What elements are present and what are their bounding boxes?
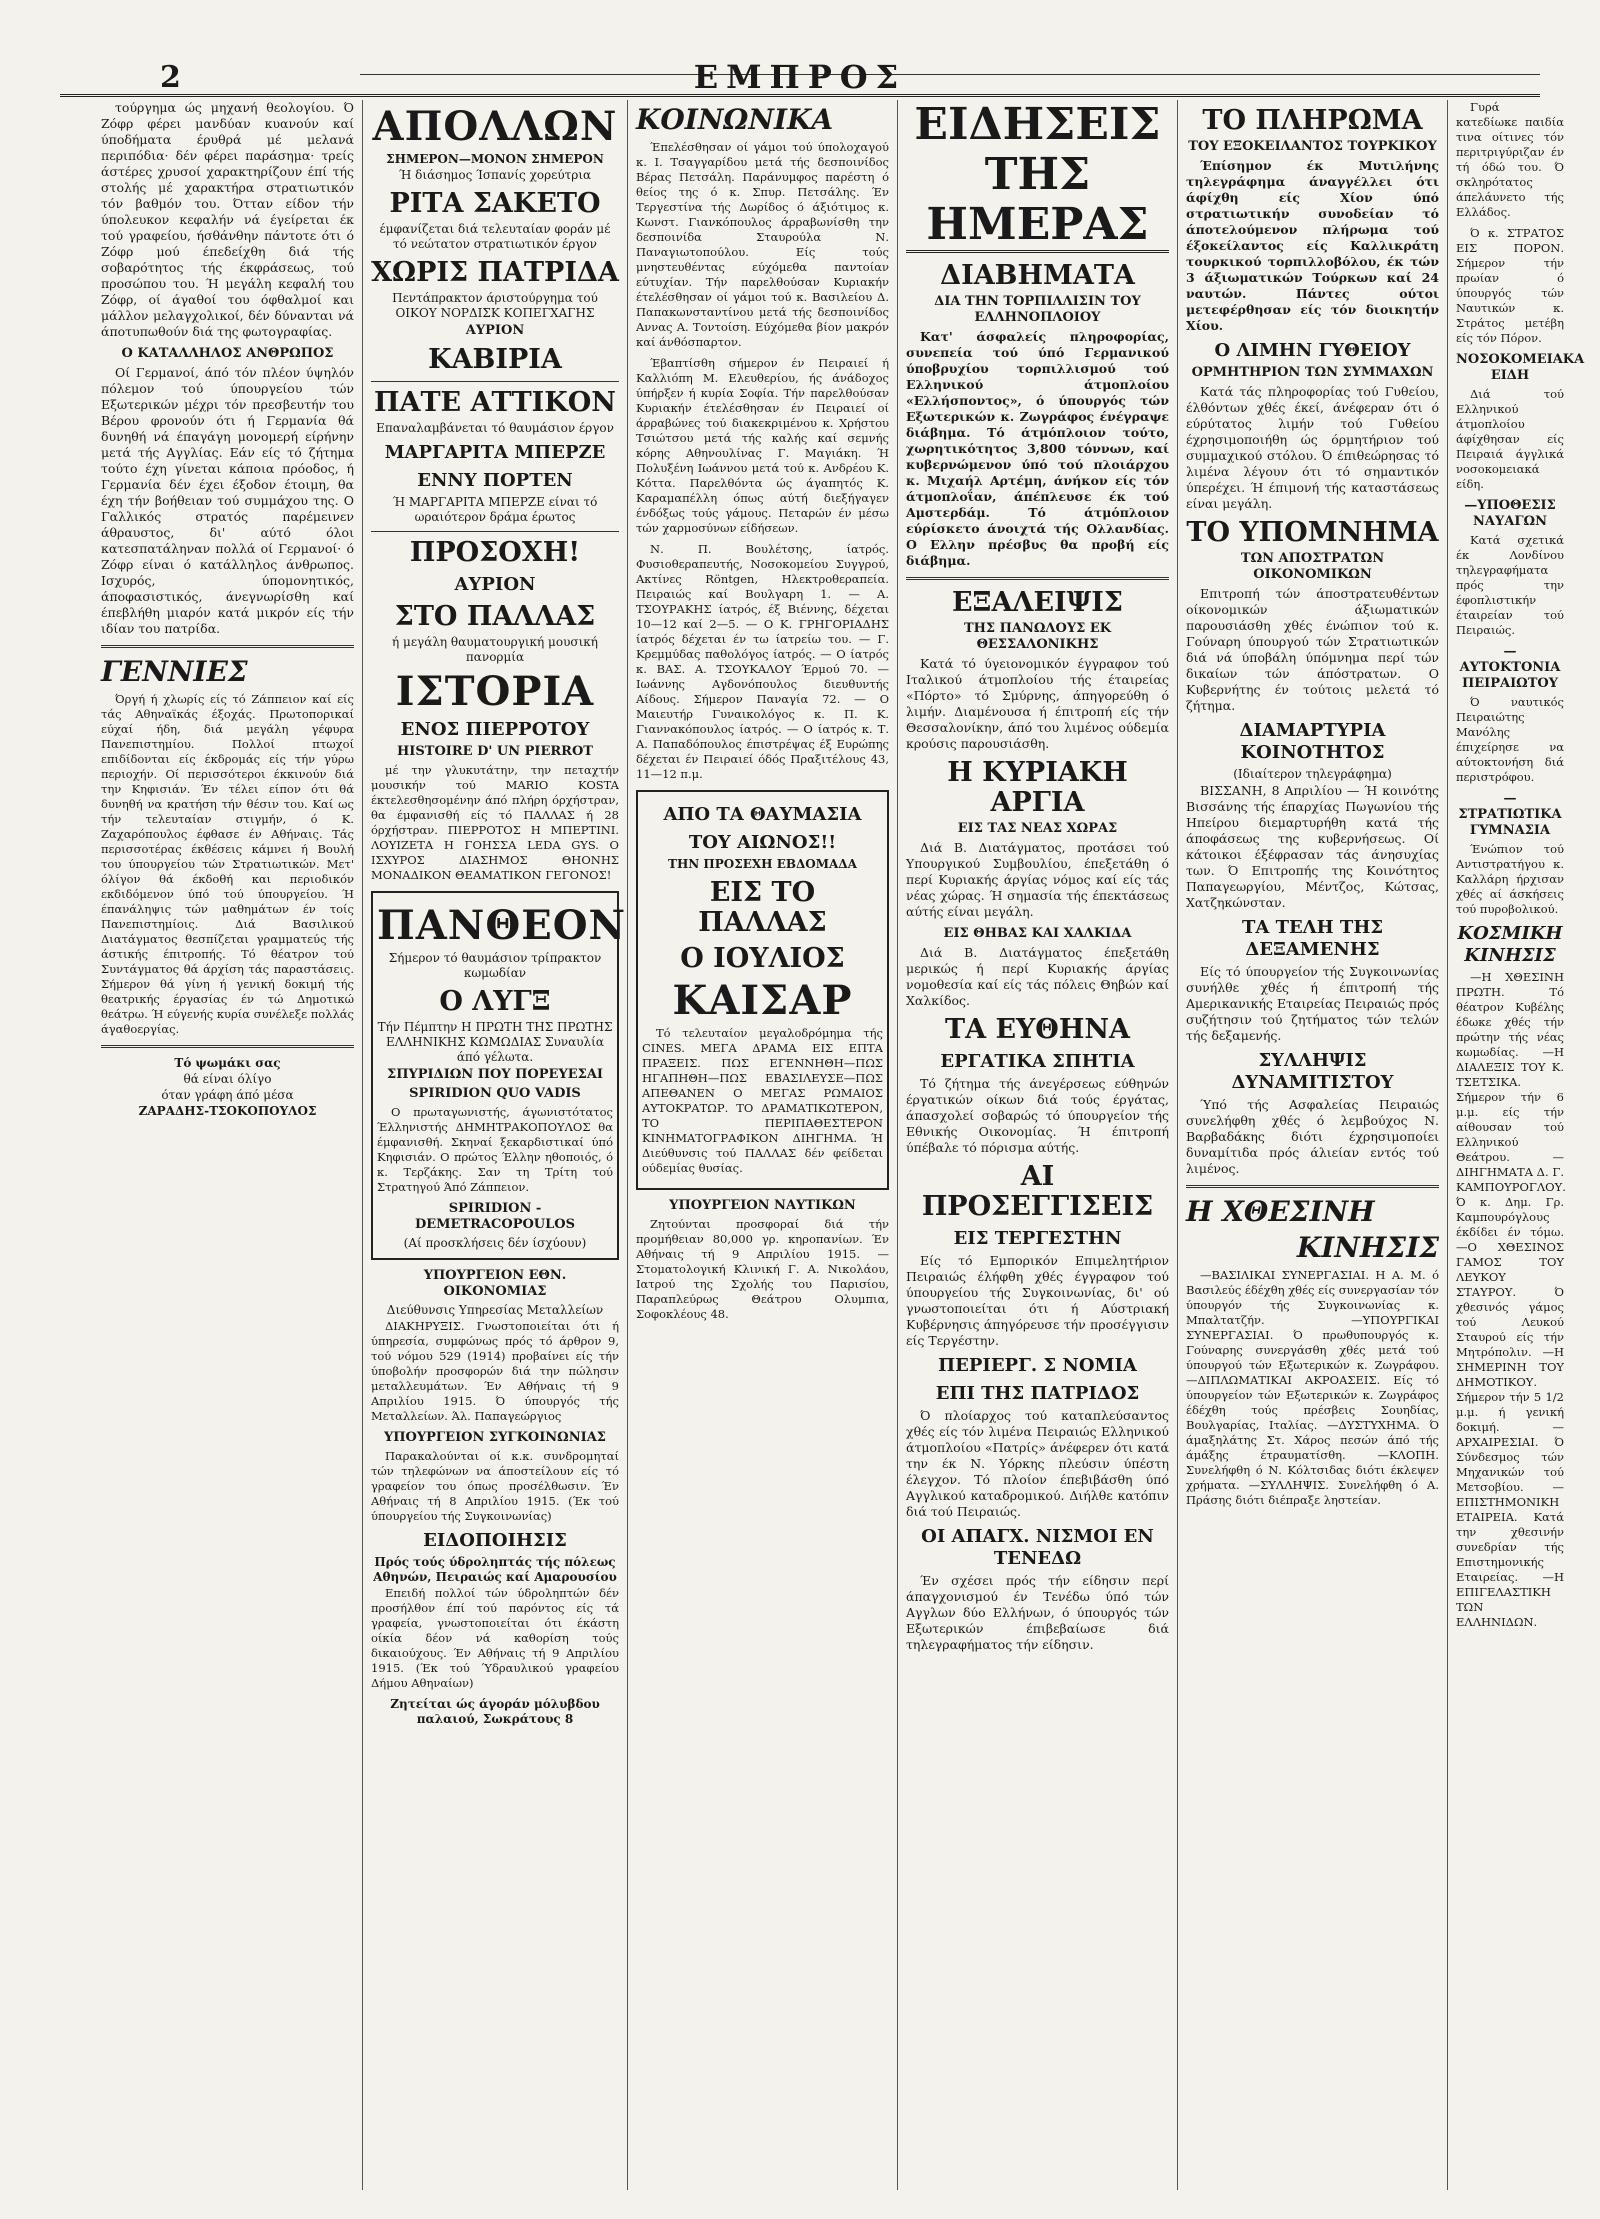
- ad-text: Επαναλαμβάνεται τό θαυμάσιον έργον: [376, 421, 614, 435]
- ad-name: Ο ΛΥΓΞ: [439, 986, 551, 1017]
- ad-title: ΠΑΝΘΕΟΝ: [377, 902, 627, 949]
- section-title: ΤΟ ΥΠΟΜΝΗΜΑ: [1186, 517, 1439, 548]
- footer-line: ΖΑΡΑΔΗΣ-ΤΣΟΚΟΠΟΥΛΟΣ: [138, 1104, 317, 1118]
- divider: [101, 645, 354, 648]
- article-body: Γυρά κατεδίωκε παιδία τινα οίτινες τόν περιτριγύριζαν έν τή όδώ του. Ό σκληρότατος άπελάυνετο τής Ελλάδος.: [1456, 100, 1564, 219]
- footer-line: όταν γράφη άπό μέσα: [161, 1088, 294, 1102]
- ad-name: SPIRIDION QUO VADIS: [409, 1086, 581, 1101]
- doctors-listing: Ν. Π. Βουλέτσης, ίατρός. Φυσιοθεραπευτής, Νοσοκομείου Συγγρού, Ακτίνες Röntgen, Ηλεκτροθεραπεία. Πειραιώς καί Βουλγαρη 1. — Α. ΤΣΟΥΡΑΚΗΣ ίατρός, έξ Βιέννης, δέχεται 10—12 καί 2—5. — Ο Κ. ΓΡΗΓΟΡΙΑΔΗΣ ίατρός δέχεται έν τω ίατρείω του. — Γ. Κρεμμύδας παθολόγος ίατρός. — Ο ίατρός κ. ΒΑΣ. Α. ΤΣΟΥΚΑΛΟΥ Έρμού 70. — Ιωάννης Αγδονόπουλος διευθυντής Αίδους. Σήμερον Παναγία 72. — Ο Μαιευτήρ Γυναικολόγος κ. Π. Κ. Γιαννακόπουλος ίατρός. — Ο ίατρός κ. Τ. Α. Παπαδόπουλος έπιστρέψας έξ Ευρώπης δέχεται έν Πειραιεί όδός Πραξιτέλους 43, 11—12 π.μ.: [636, 542, 889, 781]
- article-body: Κατ' άσφαλείς πληροφορίας, συνεπεία τού ύπό Γερμανικού ύποβρυχίου τορπιλλισμού τού Ελληνικού άτμοπλοίου «Ελλήσποντος», ό ύπουργός τών Εξωτερικών κ. Ζωγράφος ένέγραψε διάβημα. Τό άτμόπλοιον τούτο, χωρητικότητος 3,800 τόννων, καί κυβερνώμενον ύπό τού πλοιάρχου κ. Μιχαήλ Αρτέμη, άνήκον είς τόν άτμοπλοΐαν, άπέπλευσε έκ τού Αμστερδάμ. Τό άτμόπλοιον εύρίσκετο άνοιχτά τής Ολλανδίας. Ο Ελλην πρέσβυς θα προβή είς διάβημα.: [906, 329, 1169, 568]
- ad-text: έμφανίζεται διά τελευταίαν φοράν μέ τό νεώτατον στρατιωτικόν έργον: [379, 222, 611, 251]
- section-title: ΝΟΣΟΚΟΜΕΙΑΚΑ ΕΙΔΗ: [1456, 352, 1585, 383]
- column-2: [365, 100, 625, 2190]
- section-subtitle: ΤΟΥ ΕΞΟΚΕΙΛΑΝΤΟΣ ΤΟΥΡΚΙΚΟΥ: [1188, 139, 1437, 154]
- ad-name: ΣΠΥΡΙΔΙΩΝ ΠΟΥ ΠΟΡΕΥΕΣΑΙ: [387, 1067, 603, 1082]
- section-title: ΕΞΑΛΕΙΨΙΣ: [951, 587, 1124, 618]
- column-1: [95, 100, 360, 2190]
- section-title: Η ΚΥΡΙΑΚΗ ΑΡΓΙΑ: [947, 757, 1128, 818]
- article-body: ΒΙΣΣΑΝΗ, 8 Απριλίου — Ή κοινότης Βισσάνης τής έπαρχίας Πωγωνίου τής Ηπείρου διεμαρτυρήθη κατά τής άποφάσεως της κυβερνήσεως. Οί κάτοικοι έξέφρασαν τάς άνησυχίας των. Ό Επιτροπής της Κοινότητος Παπαγεωργίου, Μέντζος, Κώτσας, Χατζηκώνσταν.: [1186, 783, 1439, 910]
- article-body: Όργή ή χλωρίς είς τό Ζάππειον καί είς τάς Αθηναϊκάς έξοχάς. Πρωτοπορικαί εύχαί ήδη, διά μεγάλη γέφυρα Πανεπιστημίου. Πολλοί πτωχοί επιδίδονται είς έκδρομάς είς τήν γύρω περιοχήν. Οί περισσότεροι έκκινούν διά την Κηφισιάν. Έν τέλει είπον ότι θά δυνηθή να κρατήση τήν θέσιν του. Καί ως τήν τελευταίαν στιγμήν, ό Κ. Ζαχαρόπουλος έφθασε έν Αθήναις. Τάς περισσοτέρας έκθέσεις κάμνει ή Βουλή του ύπουργείου τών Στρατιωτικών. Μετ' όλίγον θά έκδοθή και περιοδικόν εκδιδόμενον ύπό τού ύπουργείου. Ή έπανάληψις τών μαθημάτων έν τοίς Πανεπιστημίοις. Διά Βασιλικού Διατάγματος θεσπίζεται γραμματεύς τής άστικής έπιτροπής. Τό θέατρον τού Συντάγματος θά άρχίση τάς παραστάσεις. Σήμερον θά γίνη ή γενική δοκιμή τής θεατρικής έργασίας έν τώ Δημοτικώ θεάτρω. Ή εύγενής κυρία συνέλεξε πολλάς άγαθοεργίας.: [101, 692, 354, 1036]
- article-intro: τούργημα ώς μηχανή θεολογίου. Ό Ζόφρ φέρει μανδύαν κυανούν καί ύποδήματα έρυθρά μέ μελανά περιπόδια· δέν φέρει παράσημα· τρείς άστέρες χρυσοί χαρακτηρίζουν έπί τής στολής μέ χαρακτήρα στρατιωτικόν τόν βαθμόν του. Ότταν είδον τήν ύπολευκον κεφαλήν νά έγείρεται έκ τού γραφείου, ήσθάνθην πάντοτε ότι ό Ζόφρ μού έπεδείχθη διά τής σοβαρότητος τής έκφράσεως, τού προσώπου του. Ή μεγάλη κεφαλή του Ζόφρ, οί άγαθοί του όφθαλμοί και μάλλον μελαγχολικοί, δέν δύνανται νά άποτυπωθούν διά της φωτογραφίας.: [101, 100, 354, 339]
- ad-title: ΕΙΣ ΤΟ ΠΑΛΛΑΣ: [698, 877, 827, 938]
- article-body: Διά Β. Διατάγματος, προτάσει τού Υπουργικού Συμβουλίου, έπεξετάθη ό περί Κυριακής άργίας νόμος καί είς τάς νέας χώρας. Ή σημασία τής έπεκτάσεως αύτής είναι μεγάλη.: [906, 840, 1169, 919]
- ad-title: ΧΩΡΙΣ ΠΑΤΡΙΔΑ: [371, 257, 619, 288]
- divider: [371, 381, 619, 382]
- column-6: [1450, 100, 1585, 2190]
- divider: [101, 1045, 354, 1048]
- notice-title: ΥΠΟΥΡΓΕΙΟΝ ΝΑΥΤΙΚΩΝ: [669, 1198, 856, 1213]
- notice-body: ΔΙΑΚΗΡΥΞΙΣ. Γνωστοποιείται ότι ή ύπηρεσία, συμφώνως πρός τό άρθρον 9, τού νόμου 529 (1914) προβαίνει είς τήν ύποβολήν προσφορών διά την πώλησιν μεταλλευμάτων. Έν Αθήναις τή 9 Απριλίου 1915. Ό ύπουργός τής Μεταλλείων. Άλ. Παπαγεώργιος: [371, 1319, 619, 1423]
- ad-title: ΚΑΙΣΑΡ: [672, 977, 853, 1024]
- ad-subtitle: ΕΝΟΣ ΠΙΕΡΡΟΤΟΥ: [400, 719, 590, 740]
- section-title: ΤΑ ΤΕΛΗ ΤΗΣ ΔΕΞΑΜΕΝΗΣ: [1241, 917, 1384, 960]
- section-title: ΑΙ ΠΡΟΣΕΓΓΙΣΕΙΣ: [921, 1161, 1154, 1222]
- ad-title: ΠΑΤΕ ΑΤΤΙΚΟΝ: [374, 387, 616, 418]
- footer-line: Τό ψωμάκι σας: [174, 1056, 281, 1070]
- ad-name: ΡΙΤΑ ΣΑΚΕΤΟ: [389, 188, 601, 219]
- notice-title: ΕΙΔΟΠΟΙΗΣΙΣ: [423, 1530, 567, 1551]
- section-subtitle: ΟΡΜΗΤΗΡΙΟΝ ΤΩΝ ΣΥΜΜΑΧΩΝ: [1191, 365, 1434, 380]
- section-subtitle: ΤΗΣ ΠΑΝΩΛΟΥΣ ΕΚ ΘΕΣΣΑΛΟΝΙΚΗΣ: [963, 621, 1112, 652]
- notice-body: Επειδή πολλοί τών ύδροληπτών δέν προσήλθον έπί τού παρόντος είς τά γραφεία, γνωστοποιείται ότι έκάστη οίκία δέον νά καθορίση τούς δικαιούχους. Έν Αθήναις τή 9 Απριλίου 1915. (Έκ τού Ύδραυλικού γραφείου Δήμου Αθηναίων): [371, 1586, 619, 1690]
- article-body: —Η ΧΘΕΣΙΝΗ ΠΡΩΤΗ. Τό θέατρον Κυβέλης έδωκε χθές τήν πρώτην τής νέας κωμωδίας. —Η ΔΙΑΛΕΞΙΣ ΤΟΥ Κ. ΤΣΕΤΣΙΚΑ. Σήμερον τήν 6 μ.μ. είς τήν αίθουσαν τού Ελληνικού Θεάτρου. —ΔΙΗΓΗΜΑΤΑ Δ. Γ. ΚΑΜΠΟΥΡΟΓΛΟΥ. Ό κ. Δημ. Γρ. Καμπουρόγλους έκδίδει έν τόμω. —Ο ΧΘΕΣΙΝΟΣ ΓΑΜΟΣ ΤΟΥ ΛΕΥΚΟΥ ΣΤΑΥΡΟΥ. Ό χθεσινός γάμος τού Λευκού Σταυρού είς τήν Μητρόπολιν. —Η ΣΗΜΕΡΙΝΗ ΤΟΥ ΔΗΜΟΤΙΚΟΥ. Σήμερον τήν 5 1/2 μ.μ. ή γενική δοκιμή. —ΑΡΧΑΙΡΕΣΙΑΙ. Ό Σύνδεσμος τών Μηχανικών τού Μετσοβίου. —ΕΠΙΣΤΗΜΟΝΙΚΗ ΕΤΑΙΡΕΙΑ. Κατά την χθεσινήν συνεδρίαν τής Επιστημονικής Εταιρείας. —Η ΕΠΙΓΕΛΑΣΤΙΚΗ ΤΩΝ ΕΛΛΗΝΙΔΩΝ.: [1456, 970, 1566, 1629]
- ad-subtitle: HISTOIRE D' UN PIERROT: [397, 744, 593, 759]
- section-title: ΚΟΙΝΩΝΙΚΑ: [636, 103, 834, 136]
- article-body: Κατά τό ύγειονομικόν έγγραφον τού Ιταλικού άτμοπλοίου τής έταιρείας «Πόρτο» τό Σμύρνης, άπηγορεύθη ό λιμήν. Διαμένουσα ή έπιτροπή είς τήν Θεσσαλονίκην, άπό του λιμένος ούδεμία κρούσις παρουσιάσθη.: [906, 656, 1169, 751]
- article-body: Κατά σχετικά έκ Λονδίνου τηλεγραφήματα πρός την έφοπλιστικήν έταιρείαν τού Πειραιώς.: [1456, 533, 1564, 637]
- section-title: ΕΙΣ ΘΗΒΑΣ ΚΑΙ ΧΑΛΚΙΔΑ: [943, 926, 1132, 941]
- article-body: Κατά τάς πληροφορίας τού Γυθείου, έλθόντων χθές έκεί, άνέφεραν ότι ό εύρύτατος λιμήν τού Γυθείου έχρησιμοποιήθη ώς όρμητήριον τού συμμαχικού στόλου. Ό έπιθεώρησας τό λιμένα λέγουν ότι τό σημαντικόν ύπερέχει. Ή έπιμονή τής καταστάσεως είναι μεγάλη.: [1186, 384, 1439, 511]
- ad-title: ΣΤΟ ΠΑΛΛΑΣ: [394, 601, 596, 632]
- article-body: —ΒΑΣΙΛΙΚΑΙ ΣΥΝΕΡΓΑΣΙΑΙ. Η Α. Μ. ό Βασιλεύς έδέχθη χθές είς συνεργασίαν τόν ύπουργόν τής Συγκοινωνίας κ. Μπαλτατζήν. —ΥΠΟΥΡΓΙΚΑΙ ΣΥΝΕΡΓΑΣΙΑΙ. Ό πρωθυπουργός κ. Γούναρης συνεργάσθη χθές μετά τού ύπουργού τών Εξωτερικών κ. Ζωγράφου. —ΔΙΠΛΩΜΑΤΙΚΑΙ ΑΚΡΟΑΣΕΙΣ. Είς τό ύπουργείον τών Εξωτερικών κ. Ζωγράφος έδέχθη τούς πρέσβεις Σουηδίας, Βουλγαρίας, Ιταλίας. —ΔΥΣΤΥΧΗΜΑ. Ό άμαξηλάτης Στ. Χάρος πεσών άπό τής άμάξης έτραυματίσθη. —ΚΛΟΠΗ. Συνελήφθη ό Ν. Κόλτσιδας διότι έκλεψεν χρήματα. —ΣΥΛΛΗΨΙΣ. Συνελήφθη ό Α. Πράσης διότι διέπραξε ληστείαν.: [1186, 1268, 1439, 1507]
- ad-subtitle: ΣΗΜΕΡΟΝ—ΜΟΝΟΝ ΣΗΜΕΡΟΝ: [386, 152, 604, 166]
- notice-body: Παρακαλούνται οί κ.κ. συνδρομηταί τών τηλεφώνων να άποστείλουν είς τό γραφείον του όπως προσέλθωσιν. Έν Αθήναις τή 8 Απριλίου 1915. (Έκ τού ύπουργείου τής Συγκοινωνίας): [371, 1449, 619, 1523]
- article-body: Επιτροπή τών άποστρατευθέντων οίκονομικών άξιωματικών παρουσιάσθη χθές ένώπιον τού κ. Γούναρη ύπουργού τών Στρατιωτικών διά νά ύποβάλη ύπόμνημα περί τών δικαίων τών άπόστρατων. Ο Κυβερνήτης έν τούτοις μελετά τό ζήτημα.: [1186, 586, 1439, 713]
- article-body: Έπελέσθησαν οί γάμοι τού ύπολοχαγού κ. Ι. Τσαγγαρίδου μετά τής δεσποινίδος Βέρας Πετσάλη. Παράνυμφος παρέστη ό θείος της ό κ. Σπυρ. Πετσάλης. Έν Τεργεστίνα τής Δωρίδος ό άξιότιμος κ. Κωνστ. Γιανκόπουλος άρραβωνίσθη την δεσποινίδα Σταυρούλα Ν. Παναγιωτοπούλου. Είς τούς μνηστευθέντας εύχόμεθα παντοίαν εύτυχίαν. Τήν παρελθούσαν Κυριακήν έτελέσθησαν οί γάμοι τού κ. Βασιλείου Δ. Παπακωνσταντίνου μετά τής δεσποινίδος Αννας Α. Τοντοίση. Εύχόμεθα βίον μακρόν καί άνθόσπαρτον.: [636, 140, 889, 349]
- page-number: 2: [160, 60, 181, 95]
- section-title: ΠΕΡΙΕΡΓ. Σ ΝΟΜΙΑ: [938, 1355, 1137, 1376]
- column-divider: [897, 100, 898, 2190]
- article-body: Είς τό ύπουργείον τής Συγκοινωνίας συνήλθε χθές ή έπιτροπή τής Αμερικανικής Εταιρείας Πειραιώς πρός συζήτησιν τού ζητήματος τών τελών τής δεξαμενής.: [1186, 964, 1439, 1043]
- ad-title: ΑΠΟ ΤΑ ΘΑΥΜΑΣΙΑ: [663, 804, 862, 825]
- ad-text: Τό τελευταίον μεγαλοδρόμημα τής CINES. ΜΕΓΑ ΔΡΑΜΑ ΕΙΣ ΕΠΤΑ ΠΡΑΞΕΙΣ. ΠΩΣ ΕΓΕΝΝΗΘΗ—ΠΩΣ ΗΓΑΠΗΘΗ—ΠΩΣ ΕΒΑΣΙΛΕΥΣΕ—ΠΩΣ ΑΠΕΘΑΝΕΝ Ο ΜΕΓΑΣ ΡΩΜΑΙΟΣ ΑΥΤΟΚΡΑΤΩΡ. ΤΟ ΔΡΑΜΑΤΙΚΩΤΕΡΟΝ, ΤΟ ΠΕΡΙΠΑΘΕΣΤΕΡΟΝ ΚΙΝΗΜΑΤΟΓΡΑΦΙΚΟΝ ΔΙΗΓΗΜΑ. Ή Διεύθυνσις τού ΠΑΛΛΑΣ δέν φείδεται ούδεμίας θυσίας.: [642, 1026, 883, 1175]
- article-body: Έπίσημον έκ Μυτιλήνης τηλεγράφημα άναγγέλλει ότι άφίχθη είς Χίον ύπό στρατιωτικήν συνοδείαν τό άποτελούμενον πλήρωμα τού έξοκείλαντος είς Καλλικράτη τουρκικού τορπιλλοβόλου, έκ τών 3 άξιωματικών Τούρκων καί 24 ναυτών. Πάντες ούτοι μετεφέρθησαν είς τόν διοικητήν Χίου.: [1186, 158, 1439, 333]
- notice-body: Ζητούνται προσφοραί διά τήν προμήθειαν 80,000 γρ. κηροπανίων. Έν Αθήναις τή 9 Απριλίου 1915. — Στοματολογική Κλινική Γ. Α. Νικολάου, Ιατρού της Σχολής του Παρισίου, Παραπλεύρως Θεάτρου Ολυμπια, Σοφοκλέους 48.: [636, 1217, 889, 1321]
- article-body: Ύπό τής Ασφαλείας Πειραιώς συνελήφθη χθές ό λεμβούχος Ν. Βαρβαδάκης διότι έχρησιμοποίει δυναμίτιδα πρός άλιείαν εντός τού λιμένος.: [1186, 1097, 1439, 1176]
- section-title: ΟΙ ΑΠΑΓΧ. ΝΙΣΜΟΙ ΕΝ ΤΕΝΕΔΩ: [921, 1526, 1154, 1569]
- ad-subtitle: ΑΥΡΙΟΝ: [465, 323, 525, 338]
- column-divider: [1177, 100, 1178, 2190]
- ad-subtitle: Ή διάσημος Ίσπανίς χορεύτρια: [398, 168, 592, 182]
- article-body: Έβαπτίσθη σήμερον έν Πειραιεί ή Καλλιόπη Μ. Ελευθερίου, ής άνάδοχος ύπήρξεν ή κυρία Σοφία. Τήν παρελθούσαν Κυριακήν έτελέσθησαν έν Πειραιεί οί άρραβώνες τού διακεκριμένου κ. Χρήστου Τσιώτσου μετά τής καλής καί σεμνής κόρης Αθηνουλίνας Γ. Μαγιάκη. Ή Πολυξένη Ιωάννου μετά τού κ. Ανδρέου Κ. Κόττα. Παρελθόντα ώς άγαπητός Κ. Καραμαπέλλη όπως αύτή διεξήγαγεν ένδόξως τούς γάμους. Πεταρών έν μέσω τών χαρμοσύνων είδήσεων.: [636, 356, 889, 535]
- ad-text: Ο πρωταγωνιστής, άγωνιστότατος Έλληνιστής ΔΗΜΗΤΡΑΚΟΠΟΥΛΟΣ θα έμφανισθή. Σκηναί ξεκαρδιστικαί ύπό Κηφισιάν. Ο πρώτος Έλλην ηθοποιός, ό κ. Τερζάκης. Σαν τη Τρίτη τού Στρατηγού Άπό Ζάππειον.: [377, 1105, 613, 1194]
- article-body: Τό ζήτημα τής άνεγέρσεως εύθηνών έργατικών οίκων διά τούς έργάτας, άπασχολεί σοβαρώς τό ύπουργείον τής Εθνικής Οικονομίας. Ή έπιτροπή ύπέβαλε τό πόρισμα αύτής.: [906, 1076, 1169, 1155]
- column-5: [1180, 100, 1445, 2190]
- column-3: [630, 100, 895, 2190]
- news-headline: ΕΙΔΗΣΕΙΣ ΤΗΣ ΗΜΕΡΑΣ: [906, 100, 1169, 253]
- column-divider: [627, 100, 628, 2190]
- column-divider: [1447, 100, 1448, 2190]
- section-subtitle: ΕΙΣ ΤΕΡΓΕΣΤΗΝ: [953, 1228, 1122, 1249]
- section-title: —ΥΠΟΘΕΣΙΣ ΝΑΥΑΓΩΝ: [1464, 498, 1556, 529]
- divider: [371, 531, 619, 532]
- ad-text: μέ την γλυκυτάτην, την πεταχτήν μουσικήν τού MARIO KOSTA έκτελεσθησομένην άπό πλήρη όρχήστραν, θα έμφανισθή είς τό ΠΑΛΛΑΣ ή 28 όρχήστραν. ΠΙΕΡΡΟΤΟΣ Η ΜΠΕΡΤΙΝΙ. ΛΟΥΙΖΕΤΑ Η ΓΟΗΣΣΑ LEDA GYS. Ο ΙΣΧΥΡΟΣ ΔΙΑΣΗΜΟΣ ΘΗΟΝΗΣ ΜΟΝΑΔΙΚΟΝ ΘΕΑΜΑΤΙΚΟΝ ΓΕΓΟΝΟΣ!: [371, 763, 619, 882]
- section-title: ΔΙΑΜΑΡΤΥΡΙΑ ΚΟΙΝΟΤΗΤΟΣ: [1239, 720, 1386, 763]
- notice-title: ΥΠΟΥΡΓΕΙΟΝ ΣΥΓΚΟΙΝΩΝΙΑΣ: [384, 1430, 606, 1445]
- ad-text: Τήν Πέμπτην Η ΠΡΩΤΗ ΤΗΣ ΠΡΩΤΗΣ ΕΛΛΗΝΙΚΗΣ ΚΩΜΩΔΙΑΣ Συναυλία άπό γέλωτα.: [377, 1020, 613, 1064]
- section-title: ΤΟ ΠΛΗΡΩΜΑ: [1202, 105, 1423, 136]
- section-title: ΤΑ ΕΥΘΗΝΑ: [945, 1014, 1130, 1045]
- divider: [1186, 1185, 1439, 1188]
- section-title: Ο ΚΑΤΑΛΛΗΛΟΣ ΑΝΘΡΩΠΟΣ: [121, 346, 334, 361]
- section-subtitle: ΕΠΙ ΤΗΣ ΠΑΤΡΙΔΟΣ: [935, 1383, 1140, 1404]
- section-title: ΚΙΝΗΣΙΣ: [1296, 1231, 1439, 1264]
- ad-text: Σήμερον τό θαυμάσιον τρίπρακτον κωμωδίαν: [388, 951, 602, 980]
- article-body: Ό κ. ΣΤΡΑΤΟΣ ΕΙΣ ΠΟΡΟΝ. Σήμερον τήν πρωίαν ό ύπουργός τών Ναυτικών κ. Στράτος μετέβη είς τόν Πόρον.: [1456, 226, 1564, 345]
- article-body: Έν σχέσει πρός τήν είδησιν περί άπαγχονισμού έν Τενέδω ύπό τών Αγγλων δύο Ελλήνων, ό ύπουργός τών Εξωτερικών έπιβεβαίωσε διά τηλεγραφήματος τήν είδησιν.: [906, 1573, 1169, 1652]
- masthead-title: ΕΜΠΡΟΣ: [693, 58, 907, 96]
- kaisar-ad: [636, 790, 889, 1190]
- section-subtitle: (Ιδιαίτερον τηλεγράφημα): [1233, 767, 1392, 781]
- ad-text: Πεντάπρακτον άριστούργημα τού ΟΙΚΟΥ ΝΟΡΔΙΣΚ ΚΟΠΕΓΧΑΓΗΣ: [392, 291, 598, 320]
- ad-title: Ο ΙΟΥΛΙΟΣ: [680, 943, 845, 974]
- section-title: ΚΟΣΜΙΚΗ ΚΙΝΗΣΙΣ: [1457, 923, 1563, 966]
- section-title: ΓΕΝΝΙΕΣ: [101, 655, 248, 688]
- article-body: Είς τό Εμπορικόν Επιμελητήριον Πειραιώς έλήφθη χθές έγγραφον τού ύπουργείου τής Συγκοινωνίας, δι' ού γνωστοποιείται ότι ή Αύστριακή Κυβέρνησις άπηγόρευσε τήν προσέγγισιν είς Τεργέστην.: [906, 1253, 1169, 1348]
- divider: [906, 577, 1169, 580]
- ad-name: SPIRIDION - DEMETRACOPOULOS: [414, 1201, 575, 1232]
- notice-subtitle: Πρός τούς ύδροληπτάς τής πόλεως Αθηνών, Πειραιώς καί Αμαρουσίου: [373, 1555, 617, 1584]
- page-header: [60, 60, 1540, 97]
- section-title: Η ΧΘΕΣΙΝΗ: [1186, 1195, 1375, 1228]
- ad-text: Ή ΜΑΡΓΑΡΙΤΑ ΜΠΕΡΖΕ είναι τό ωραιότερον δράμα έρωτος: [392, 495, 598, 524]
- column-divider: [362, 100, 363, 2190]
- ad-title: ΤΟΥ ΑΙΩΝΟΣ!!: [688, 832, 837, 853]
- pantheon-ad: [371, 891, 627, 1260]
- ad-title: ΑΠΟΛΛΩΝ: [372, 103, 618, 150]
- footer-line: θά είναι όλίγο: [183, 1072, 272, 1086]
- section-title: —ΣΤΡΑΤΙΩΤΙΚΑ ΓΥΜΝΑΣΙΑ: [1458, 791, 1562, 838]
- section-subtitle: ΕΙΣ ΤΑΣ ΝΕΑΣ ΧΩΡΑΣ: [957, 821, 1118, 836]
- article-body: Ό ναυτικός Πειραιώτης Μανόλης έπιχείρησε να αύτοκτονήση διά περιστρόφου.: [1456, 695, 1564, 784]
- notice-title: ΥΠΟΥΡΓΕΙΟΝ ΕΘΝ. ΟΙΚΟΝΟΜΙΑΣ: [423, 1268, 567, 1299]
- ad-subtitle: ΤΗΝ ΠΡΟΣΕΧΗ ΕΒΔΟΜΑΔΑ: [668, 857, 857, 871]
- ad-title: ΙΣΤΟΡΙΑ: [395, 668, 595, 715]
- article-body: Διά τού Ελληνικού άτμοπλοίου άφίχθησαν είς Πειραιά άγγλικά νοσοκομειακά είδη.: [1456, 387, 1564, 491]
- section-title: Ο ΛΙΜΗΝ ΓΥΘΕΙΟΥ: [1214, 340, 1411, 361]
- ad-subtitle: ΑΥΡΙΟΝ: [454, 574, 536, 595]
- section-title: —ΑΥΤΟΚΤΟΝΙΑ ΠΕΙΡΑΙΩΤΟΥ: [1459, 644, 1561, 691]
- column-4: [900, 100, 1175, 2190]
- section-subtitle: ΔΙΑ ΤΗΝ ΤΟΡΠΙΛΛΙΣΙΝ ΤΟΥ ΕΛΛΗΝΟΠΛΟΙΟΥ: [934, 294, 1141, 325]
- section-subtitle: ΕΡΓΑΤΙΚΑ ΣΠΗΤΙΑ: [940, 1051, 1135, 1072]
- article-body: Διά Β. Διατάγματος έπεξετάθη μερικώς ή περί Κυριακής άργίας νομοθεσία καί είς τάς πόλεις Θηβών καί Χαλκίδος.: [906, 945, 1169, 1008]
- ad-name: ΕΝΝΥ ΠΟΡΤΕΝ: [417, 470, 573, 491]
- notice-subtitle: Διεύθυνσις Υπηρεσίας Μεταλλείων: [386, 1303, 604, 1317]
- notice-footer: Ζητείται ώς άγοράν μόλυβδου παλαιού, Σωκράτους 8: [390, 1697, 600, 1726]
- section-title: ΔΙΑΒΗΜΑΤΑ: [940, 260, 1135, 291]
- section-title: ΣΥΛΛΗΨΙΣ ΔΥΝΑΜΙΤΙΣΤΟΥ: [1231, 1050, 1394, 1093]
- article-body: Ό πλοίαρχος τού καταπλεύσαντος χθές είς τόν λιμένα Πειραιώς Ελληνικού άτμοπλοίου «Πατρίς» άνέφερεν ότι κατά την έκ Ν. Υόρκης πλεύσιν ύπέστη έλεγχον. Τό πλοίον έπεβιβάσθη ύπό Αγγλικού καταδρομικού. Διήλθε κατόπιν διά τού Πειραιώς.: [906, 1408, 1169, 1519]
- ad-note: (Αί προσκλήσεις δέν ίσχύουν): [403, 1236, 587, 1250]
- ad-name: ΜΑΡΓΑΡΙΤΑ ΜΠΕΡΖΕ: [384, 442, 606, 463]
- article-body: Οί Γερμανοί, άπό τόν πλέον ύψηλόν πόλεμον τού ύπουργείου τών Εξωτερικών μέχρι τόν πρεσβευτήν του Βέρου φρονούν ότι ή Γερμανία θά δυνηθή νά έπαγάγη μονομερή είρήνην μετά τής Αγγλίας. Εάν είς τό ζήτημα τούτο έχη γίνεται κάποια πρόοδος, ή Γερμανία δέν έχει έξοδον έτοιμη, θα έχη τήν βοήθειαν τού συμμάχου της. Ο Γαλλικός στρατός παρέμεινεν άθραυστος, δι' αύτό όλοι κατεσπατάληναν πολλά οί Γερμανοί· ό Ζόφρ είναι ό κατάλληλος άνθρωπος. Ισχυρός, ύπομονητικός, άποφασιστικός, άνεγνωρίσθη καί έπεβλήθη μιαρόν κατά μικρόν είς τήν ιδίαν του πατρίδα.: [101, 365, 354, 636]
- ad-title: ΠΡΟΣΟΧΗ!: [409, 537, 581, 568]
- article-body: Ένώπιον τού Αντιστρατήγου κ. Καλλάρη ήρχισαν χθές αί άσκήσεις τού πυροβολικού.: [1456, 842, 1564, 916]
- ad-title: ΚΑΒΙΡΙΑ: [428, 344, 562, 375]
- section-subtitle: ΤΩΝ ΑΠΟΣΤΡΑΤΩΝ ΟΙΚΟΝΟΜΙΚΩΝ: [1240, 551, 1385, 582]
- ad-text: ή μεγάλη θαυματουργική μουσική πανορμία: [392, 635, 598, 664]
